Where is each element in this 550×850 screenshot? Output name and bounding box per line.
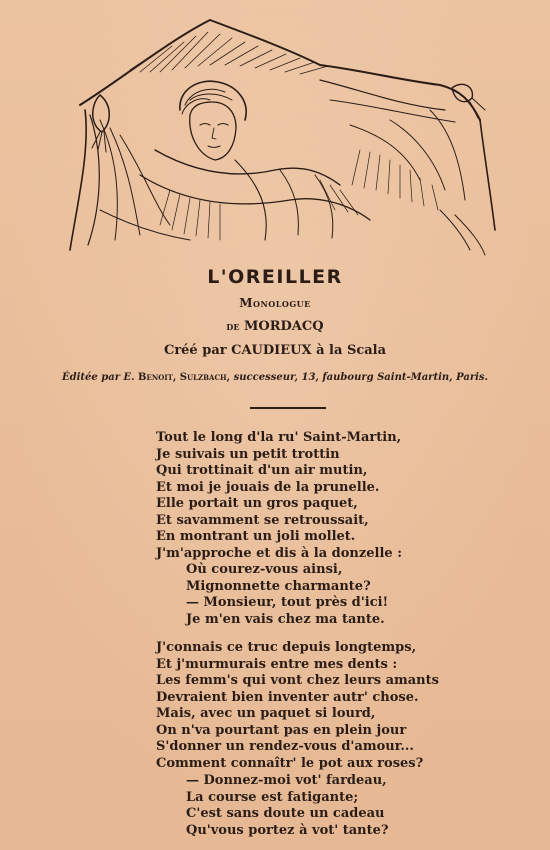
- verse-line: Et moi je jouais de la prunelle.: [156, 479, 380, 495]
- publisher-name: Benoit, Sulzbach,: [138, 372, 231, 383]
- verse-line: Tout le long d'la ru' Saint-Martin,: [156, 430, 402, 445]
- genre-label: Monologue: [239, 296, 311, 310]
- publisher-address: 13, faubourg Saint-Martin, Paris.: [301, 372, 489, 383]
- verse-line: En montrant un joli mollet.: [156, 529, 356, 544]
- publisher-role: successeur,: [233, 372, 298, 383]
- verse-line: — Monsieur, tout près d'ici!: [186, 595, 389, 610]
- verse-line: J'connais ce truc depuis longtemps,: [156, 640, 417, 655]
- verse-line: Devraient bien inventer autr' chose.: [156, 689, 419, 705]
- author-name: MORDACQ: [244, 319, 324, 334]
- verse-line: Et savamment se retroussait,: [156, 512, 369, 528]
- verse-line: Comment connaîtr' le pot aux roses?: [156, 755, 424, 771]
- verse-line: Elle portait un gros paquet,: [156, 496, 358, 511]
- poem-title: L'OREILLER: [207, 266, 343, 288]
- verse-line: J'm'approche et dis à la donzelle :: [156, 545, 403, 561]
- verse-line: Qui trottinait d'un air mutin,: [156, 463, 368, 478]
- verse-line: S'donner un rendez-vous d'amour...: [156, 739, 414, 754]
- author-prefix: de: [226, 320, 240, 333]
- stanza: [156, 430, 402, 562]
- verse-line: Qu'vous portez à vot' tante?: [186, 822, 389, 838]
- stanza: [156, 640, 439, 772]
- created-by-line: Créé par CAUDIEUX à la Scala: [163, 343, 387, 358]
- verse-line: Je m'en vais chez ma tante.: [186, 611, 385, 627]
- verse-line: Les femm's qui vont chez leurs amants: [156, 673, 439, 688]
- verse-line: Mais, avec un paquet si lourd,: [156, 706, 376, 721]
- stanza: [186, 562, 388, 628]
- verse-line: On n'va pourtant pas en plein jour: [156, 722, 407, 738]
- verse-line: Où courez-vous ainsi,: [186, 562, 343, 577]
- publisher-edited-by: Éditée par E.: [61, 372, 135, 383]
- publisher-line: [0, 372, 550, 383]
- verse-line: La course est fatigante;: [186, 789, 359, 805]
- verse-line: Je suivais un petit trottin: [156, 446, 340, 462]
- stanza: [186, 773, 389, 839]
- author-line: [0, 319, 550, 334]
- verse-line: Mignonnette charmante?: [186, 578, 371, 594]
- verse-line: C'est sans doute un cadeau: [186, 806, 385, 821]
- woman-under-drapery-illustration: [60, 10, 500, 265]
- verse-line: Et j'murmurais entre mes dents :: [156, 656, 398, 672]
- verse-line: — Donnez-moi vot' fardeau,: [186, 773, 387, 788]
- divider-rule: [250, 407, 326, 409]
